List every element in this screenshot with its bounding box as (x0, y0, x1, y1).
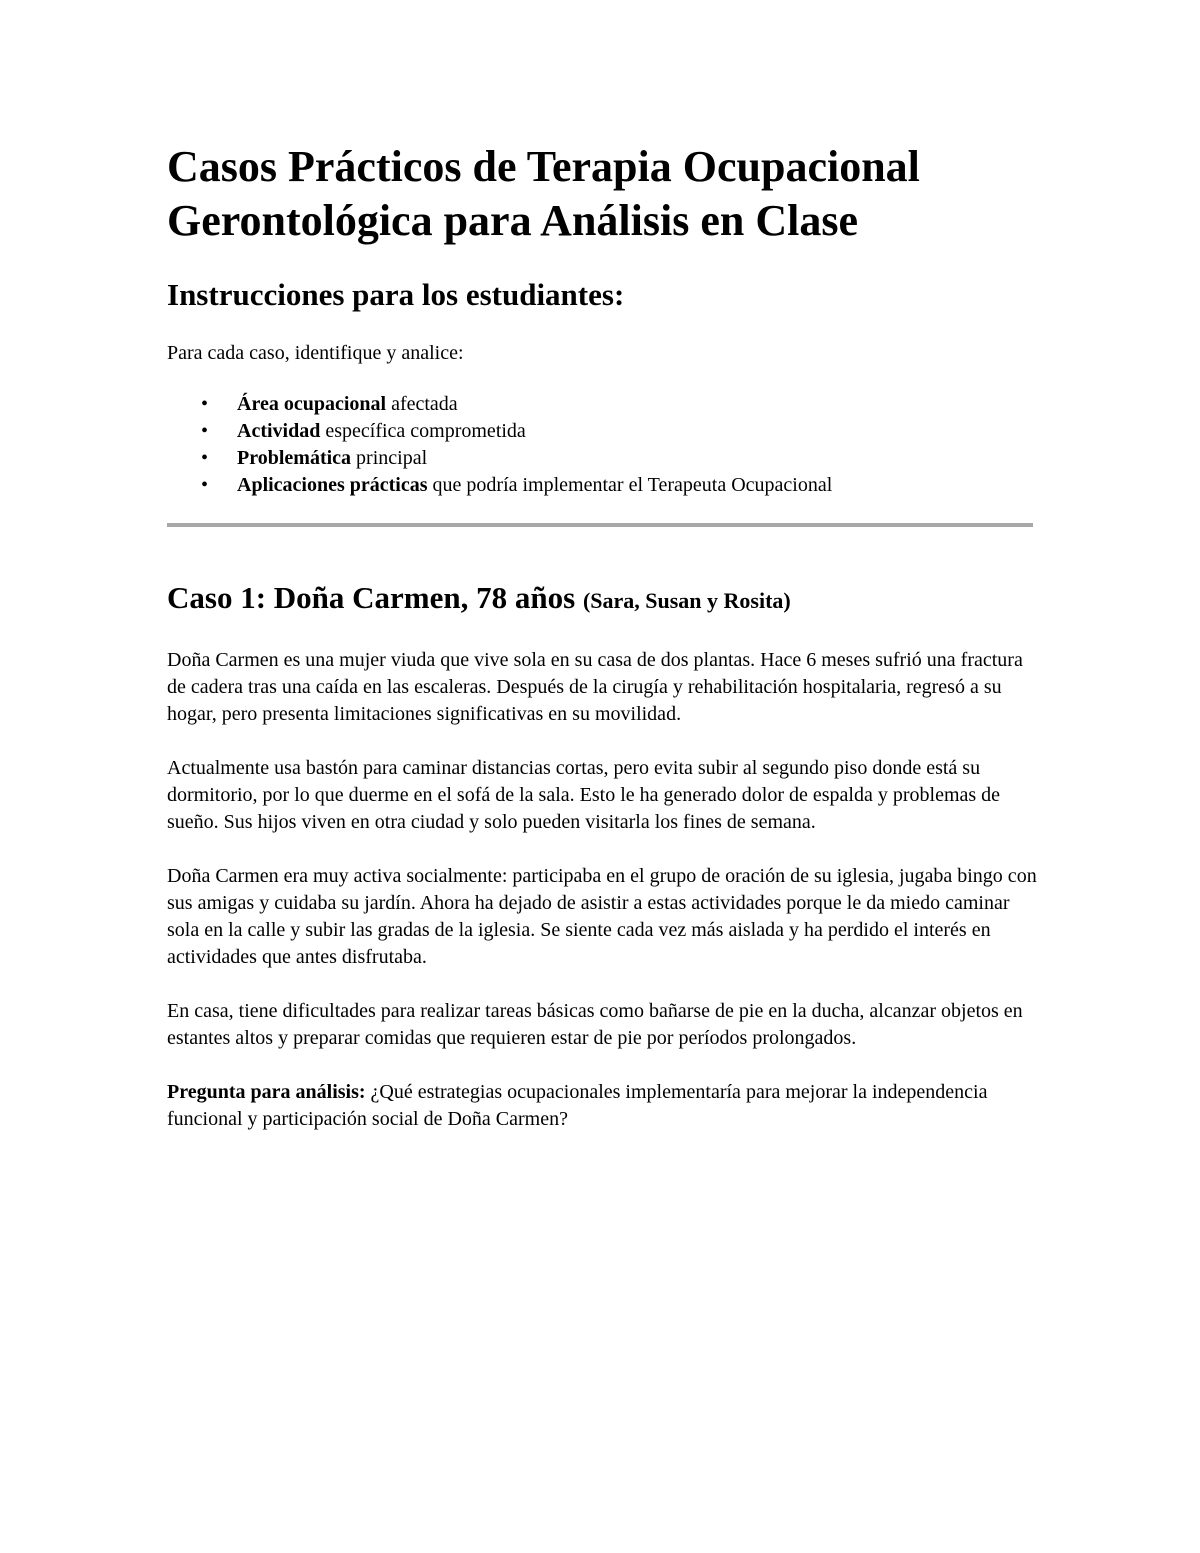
analysis-question (167, 1079, 1037, 1133)
criteria-term: Área ocupacional (237, 393, 387, 415)
list-item (167, 418, 1037, 445)
criteria-list (167, 391, 1037, 499)
analysis-question-text: ¿Qué estrategias ocupacionales implementaría para mejorar la independencia funcional y participación social de Doña Carmen? (167, 1081, 988, 1130)
document-title-line-1: Casos Prácticos de Terapia Ocupacional (167, 142, 920, 191)
case-paragraph: Doña Carmen es una mujer viuda que vive sola en su casa de dos plantas. Hace 6 meses sufrió una fractura de cadera tras una caída en las escaleras. Después de la cirugía y rehabilitación hospitalaria, regresó a su hogar, pero presenta limitaciones significativas en su movilidad. (167, 649, 1023, 725)
case-paragraph: Doña Carmen era muy activa socialmente: participaba en el grupo de oración de su iglesia, jugaba bingo con sus amigas y cuidaba su jardín. Ahora ha dejado de asistir a estas actividades porque le da miedo caminar sola en la calle y subir las gradas de la iglesia. Se siente cada vez más aislada y ha perdido el interés en actividades que antes disfrutaba. (167, 865, 1037, 968)
criteria-term: Problemática (237, 447, 352, 469)
case-authors: (Sara, Susan y Rosita) (582, 588, 791, 613)
document-page (167, 140, 1037, 1133)
analysis-question-label: Pregunta para análisis: (167, 1081, 366, 1103)
case-name: Caso 1: Doña Carmen, 78 años (167, 580, 576, 615)
horizontal-divider (167, 523, 1033, 527)
bullet-icon: • (201, 474, 209, 496)
criteria-term: Aplicaciones prácticas (237, 474, 428, 496)
case-title (167, 579, 1037, 620)
list-item (167, 445, 1037, 472)
document-title-line-2: Gerontológica para Análisis en Clase (167, 196, 858, 245)
case-paragraph: En casa, tiene dificultades para realizar tareas básicas como bañarse de pie en la ducha, alcanzar objetos en estantes altos y preparar comidas que requieren estar de pie por períodos prolongados. (167, 1000, 1023, 1049)
criteria-term: Actividad (237, 420, 321, 442)
list-item (167, 472, 1037, 499)
instructions-intro: Para cada caso, identifique y analice: (167, 342, 464, 364)
case-paragraph: Actualmente usa bastón para caminar distancias cortas, pero evita subir al segundo piso donde está su dormitorio, por lo que duerme en el sofá de la sala. Esto le ha generado dolor de espalda y problemas de sueño. Sus hijos viven en otra ciudad y solo pueden visitarla los fines de semana. (167, 757, 1001, 833)
criteria-description: principal (351, 447, 428, 469)
document-title (167, 140, 1037, 248)
bullet-icon: • (201, 420, 209, 442)
criteria-description: afectada (386, 393, 458, 415)
bullet-icon: • (201, 393, 209, 415)
bullet-icon: • (201, 447, 209, 469)
criteria-description: específica comprometida (320, 420, 526, 442)
criteria-description: que podría implementar el Terapeuta Ocupacional (427, 474, 833, 496)
instructions-heading: Instrucciones para los estudiantes: (167, 277, 625, 312)
list-item (167, 391, 1037, 418)
